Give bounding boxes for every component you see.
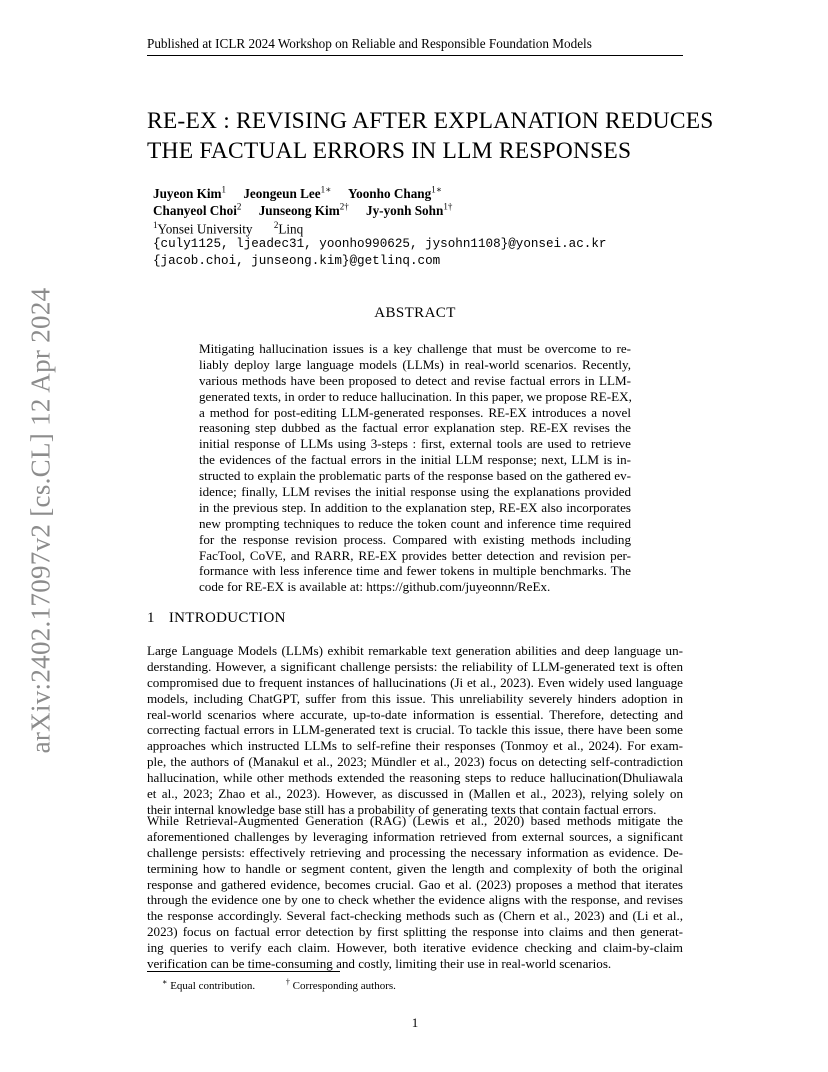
abstract-line: initial response of LLMs using 3-steps : first, external tools are used to retrieve [199, 436, 631, 452]
paragraph-line: Large Language Models (LLMs) exhibit remarkable text generation abilities and deep language un- [147, 643, 683, 658]
footnotes [162, 977, 396, 992]
author-row-1 [153, 182, 466, 202]
abstract-line: in the previous step. In addition to the explanation step, RE-EX also incorporates [199, 499, 631, 515]
paragraph-line: While Retrieval-Augmented Generation (RAG) (Lewis et al., 2020) based methods mitigate the [147, 813, 683, 828]
abstract-line: FacTool, CoVE, and RARR, RE-EX provides better detection and revision per- [199, 547, 631, 563]
paragraph-line: compromised due to frequent instances of hallucinations (Ji et al., 2023). Even widely used language [147, 674, 683, 690]
paragraph-line: correcting factual errors in LLM-generated text is crucial. To tackle this issue, there have been some [147, 722, 683, 738]
author-block [153, 182, 466, 237]
author: Chanyeol Choi$^2$ [153, 202, 242, 219]
paragraph-line: models, including ChatGPT, suffer from this issue. This unreliability severely hinders adoption in [147, 690, 683, 706]
paragraph-line: aforementioned challenges by leveraging information retrieved from external sources, a significant [147, 828, 683, 844]
paragraph-line: et al., 2023; Zhao et al., 2023). However, as discussed in (Mallen et al., 2023), relying solely on [147, 786, 683, 802]
arxiv-stamp: arXiv:2402.17097v2 [cs.CL] 12 Apr 2024 [25, 287, 56, 753]
title-line-1: RE-EX : REVISING AFTER EXPLANATION REDUCES [147, 108, 714, 134]
email-line: {culy1125, ljeadec31, yoonho990625, jysohn1108}@yonsei.ac.kr [153, 237, 607, 251]
paragraph-line: hallucination, while other methods extended the reasoning steps to reduce hallucination(Dhuliawala [147, 770, 683, 786]
paragraph-line: termining how to handle or segment content, given the length and complexity of both the original [147, 860, 683, 876]
paragraph-line: ing queries to verify each claim. However, both iterative evidence checking and claim-by-claim [147, 940, 683, 956]
author: Junseong Kim$^{2\dagger}$ [258, 202, 349, 219]
paragraph-line: the response accordingly. Several fact-checking methods such as (Chern et al., 2023) and (Li et al., [147, 908, 683, 924]
paragraph-line: real-world scenarios where accurate, up-to-date information is essential. Therefore, detecting and [147, 706, 683, 722]
abstract-line: reasoning step dubbed as the factual error explanation step. RE-EX revises the [199, 420, 631, 436]
paragraph-line: 2023) focus on factual error detection by first splitting the response into claims and then generat- [147, 924, 683, 940]
title-line-2: THE FACTUAL ERRORS IN LLM RESPONSES [147, 138, 632, 164]
affiliations: $^1$Yonsei University $^2$Linq [153, 220, 304, 237]
abstract-line: idence; finally, LLM revises the initial response using the explanations provided [199, 484, 631, 500]
abstract-line: structed to explain the problematic parts of the response based on the gathered ev- [199, 468, 631, 484]
abstract-line: code for RE-EX is available at: https://github.com/juyeonnn/ReEx. [199, 579, 551, 595]
footnote-rule [147, 971, 340, 972]
page-number: 1 [411, 1015, 419, 1030]
email-block [153, 236, 606, 270]
intro-paragraph-2 [147, 813, 683, 972]
author: Juyeon Kim$^1$ [153, 185, 227, 202]
paragraph-line: through the evidence one by one to check whether the evidence aligns with the response, and revises [147, 892, 683, 908]
paragraph-line: their internal knowledge base still has a probability of generating texts that contain factual errors. [147, 801, 657, 817]
paragraph-line: challenge persists: effectively retrieving and processing the necessary information as evidence. De- [147, 844, 683, 860]
paper-title [147, 106, 714, 166]
running-header: Published at ICLR 2024 Workshop on Reliable and Responsible Foundation Models [147, 36, 683, 56]
author: Jy-yonh Sohn$^{1\dagger}$ [365, 202, 453, 219]
paragraph-line: approaches which instructed LLMs to self-refine their responses (Tonmoy et al., 2024). For exam- [147, 738, 683, 754]
footnote: ∗ Equal contribution. [162, 977, 256, 992]
abstract-heading: ABSTRACT [374, 305, 456, 321]
paragraph-line: ple, the authors of (Manakul et al., 2023; Mündler et al., 2023) focus on detecting self-contradiction [147, 754, 683, 770]
abstract-line: for the response revision process. Compared with existing methods including [199, 531, 631, 547]
abstract-line: formance with less inference time and fewer tokens in multiple benchmarks. The [199, 563, 631, 579]
author: Yoonho Chang$^{1∗}$ [348, 185, 442, 202]
paragraph-line: verification can be time-consuming and costly, limiting their use in real-world scenarios. [147, 956, 612, 972]
section-heading: 1 INTRODUCTION [147, 610, 286, 626]
abstract-line: a method for post-editing LLM-generated responses. RE-EX introduces a novel [199, 404, 631, 420]
abstract-line: liably deploy large language models (LLMs) in real-world scenarios. Recently, [199, 356, 631, 372]
email-line: {jacob.choi, junseong.kim}@getlinq.com [153, 254, 441, 268]
abstract-line: various methods have been proposed to detect and revise factual errors in LLM- [199, 372, 631, 388]
footnote: † Corresponding authors. [285, 977, 396, 992]
intro-paragraph-1 [147, 643, 683, 818]
abstract-line: the evidences of the factual errors in the initial LLM response; next, LLM is in- [199, 452, 631, 468]
abstract-line: generated texts, in order to reduce hallucination. In this paper, we propose RE-EX, [199, 388, 632, 404]
paragraph-line: response and gathered evidence, becomes crucial. Gao et al. (2023) proposes a method that iterates [147, 876, 683, 892]
author: Jeongeun Lee$^{1∗}$ [243, 185, 332, 202]
paragraph-line: derstanding. However, a significant challenge persists: the reliability of LLM-generated text is often [147, 658, 683, 674]
abstract-line: Mitigating hallucination issues is a key challenge that must be overcome to re- [199, 341, 631, 356]
author-row-2 [153, 199, 466, 219]
abstract-body [199, 341, 631, 595]
abstract-line: new prompting techniques to reduce the token count and inference time required [199, 515, 631, 531]
